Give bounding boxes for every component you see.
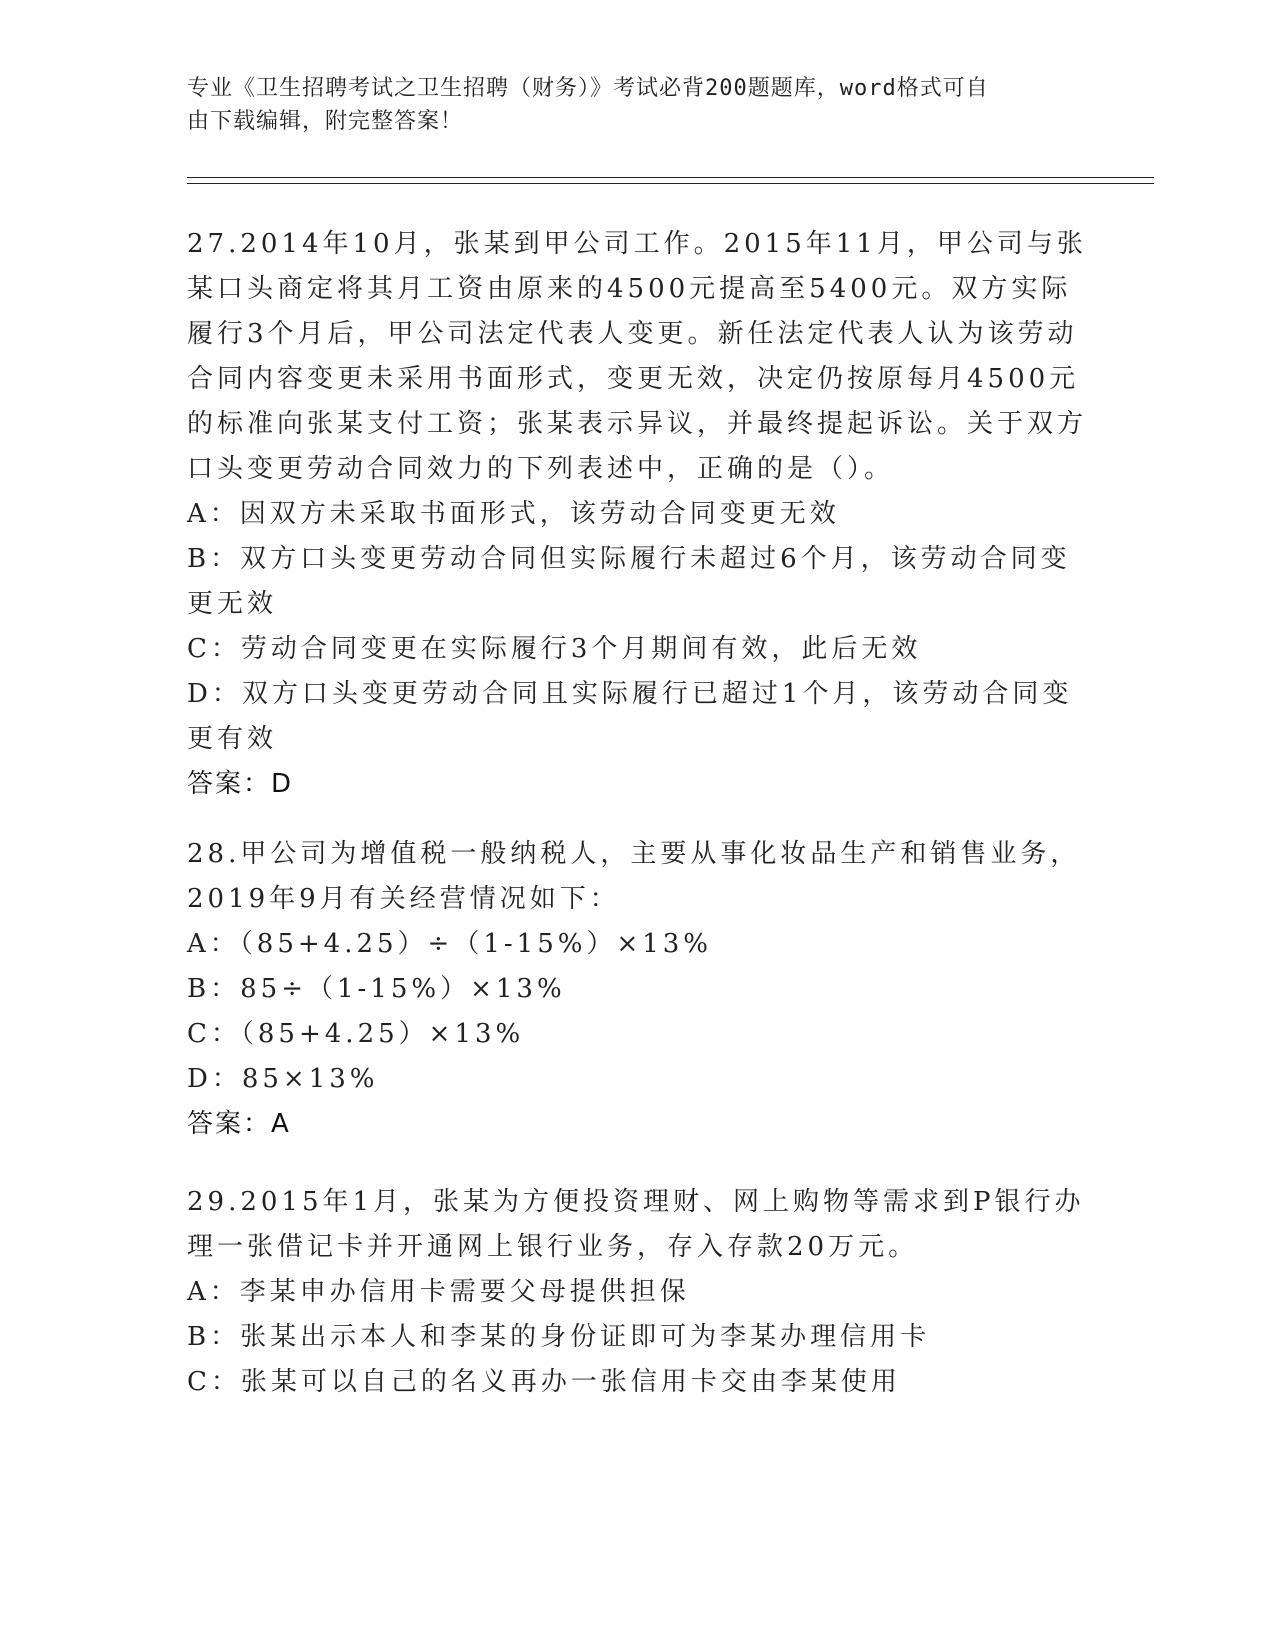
option-a: A：因双方未采取书面形式，该劳动合同变更无效 (187, 499, 840, 529)
question-27 (187, 222, 1087, 807)
option-b: B：85÷（1-15%）×13% (187, 974, 566, 1004)
option-a: A：李某申办信用卡需要父母提供担保 (187, 1277, 690, 1307)
option-b: B：双方口头变更劳动合同但实际履行未超过6个月，该劳动合同变更无效 (187, 544, 1071, 619)
header-line-1: 专业《卫生招聘考试之卫生招聘（财务）》考试必背200题题库，word格式可自 (187, 76, 989, 101)
question-28 (187, 832, 1087, 1147)
answer-label: 答案：D (187, 769, 294, 799)
option-c: C：张某可以自己的名义再办一张信用卡交由李某使用 (187, 1367, 901, 1397)
question-text: 29.2015年1月，张某为方便投资理财、网上购物等需求到P银行办理一张借记卡并开通网上银行业务，存入存款20万元。 (187, 1187, 1085, 1262)
option-b: B：张某出示本人和李某的身份证即可为李某办理信用卡 (187, 1322, 931, 1352)
header-divider-top (187, 177, 1154, 178)
option-d: D：85×13% (187, 1064, 379, 1094)
header-divider-bottom (187, 183, 1154, 184)
question-29 (187, 1180, 1087, 1405)
option-a: A：（85+4.25）÷（1-15%）×13% (187, 929, 713, 959)
answer-label: 答案：A (187, 1109, 291, 1139)
option-d: D：双方口头变更劳动合同且实际履行已超过1个月，该劳动合同变更有效 (187, 679, 1073, 754)
question-text: 28.甲公司为增值税一般纳税人，主要从事化妆品生产和销售业务，2019年9月有关经营情况如下： (187, 839, 1081, 914)
document-header (187, 72, 1067, 138)
header-line-2: 由下载编辑，附完整答案！ (187, 109, 464, 134)
option-c: C：（85+4.25）×13% (187, 1019, 525, 1049)
question-text: 27.2014年10月，张某到甲公司工作。2015年11月，甲公司与张某口头商定将其月工资由原来的4500元提高至5400元。双方实际履行3个月后，甲公司法定代表人变更。新任法定代表人认为该劳动合同内容变更未采用书面形式，变更无效，决定仍按原每月4500元的标准向张某支付工资；张某表示异议，并最终提起诉讼。关于双方口头变更劳动合同效力的下列表述中，正确的是（）。 (187, 229, 1088, 484)
option-c: C：劳动合同变更在实际履行3个月期间有效，此后无效 (187, 634, 922, 664)
